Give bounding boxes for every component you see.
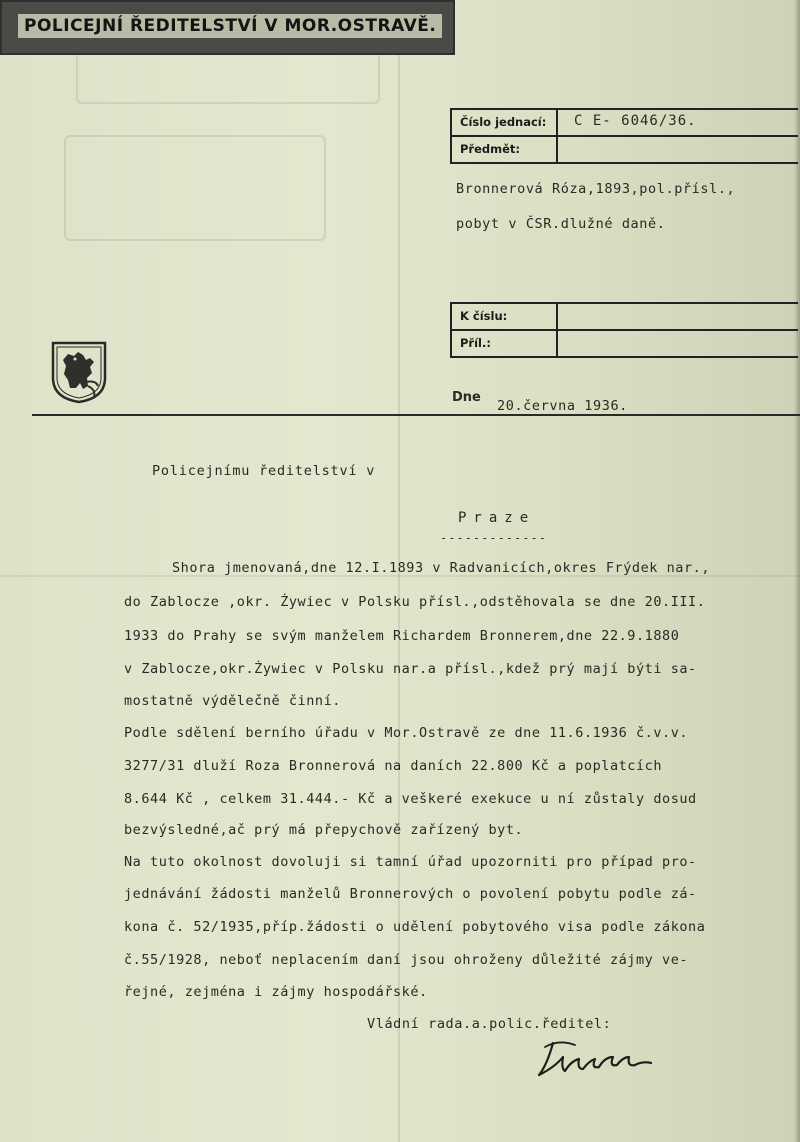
body-line: 3277/31 dluží Roza Bronnerová na daních 22.800 Kč a poplatcích [124,758,663,774]
subject-row [450,137,798,162]
body-line: 1933 do Prahy se svým manželem Richardem Bronnerem,dne 22.9.1880 [124,628,680,644]
signature-icon [535,1035,665,1085]
subject-label: Předmět: [450,137,558,162]
body-line: č.55/1928, neboť neplacením daní jsou ohroženy důležité zájmy ve- [124,952,689,968]
page-edge-shadow [794,0,800,1142]
attachments-row [450,331,798,356]
body-line: bezvýsledné,ač prý má přepychově zařízený byt. [124,822,524,838]
body-line: Na tuto okolnost dovoluji si tamní úřad upozorniti pro případ pro- [124,854,697,870]
subject-line-2: pobyt v ČSR.dlužné daně. [456,216,666,232]
body-line: kona č. 52/1935,příp.žádosti o udělení pobytového visa podle zákona [124,919,706,935]
date-label: Dne [452,390,481,405]
reference-number-value: C E- 6046/36. [574,113,697,129]
ghost-stamp-2 [64,135,326,241]
reference-box [450,108,798,164]
body-line: Shora jmenovaná,dne 12.I.1893 v Radvanicích,okres Frýdek nar., [172,560,711,576]
subject-line-1: Bronnerová Róza,1893,pol.přísl., [456,181,736,197]
addressee-city: Praze [458,510,536,526]
body-line: 8.644 Kč , celkem 31.444.- Kč a veškeré exekuce u ní zůstaly dosud [124,791,697,807]
reply-box [450,302,798,358]
reference-number-label: Číslo jednací: [450,110,558,135]
reference-row [450,110,798,137]
reply-number-label: K číslu: [450,304,558,329]
body-line: jednávání žádosti manželů Bronnerových o povolení pobytu podle zá- [124,886,697,902]
city-underline: ------------- [440,531,547,545]
body-line: mostatně výdělečně činní. [124,693,341,709]
institution-name: POLICEJNÍ ŘEDITELSTVÍ V MOR.OSTRAVĚ. [18,14,442,38]
date-value: 20.června 1936. [497,398,628,414]
signature-title: Vládní rada.a.polic.ředitel: [367,1016,612,1032]
header-rule [32,414,800,416]
body-line: řejné, zejména i zájmy hospodářské. [124,984,428,1000]
coat-of-arms-icon [50,340,108,404]
body-line: v Zablocze,okr.Żywiec v Polsku nar.a přísl.,kdež prý mají býti sa- [124,661,697,677]
body-line: do Zablocze ,okr. Żywiec v Polsku přísl.,odstěhovala se dne 20.III. [124,594,706,610]
reply-number-row [450,304,798,331]
addressee: Policejnímu ředitelství v [152,463,376,479]
header-banner [0,0,455,55]
body-line: Podle sdělení berního úřadu v Mor.Ostravě ze dne 11.6.1936 č.v.v. [124,725,689,741]
attachments-label: Příl.: [450,331,558,356]
